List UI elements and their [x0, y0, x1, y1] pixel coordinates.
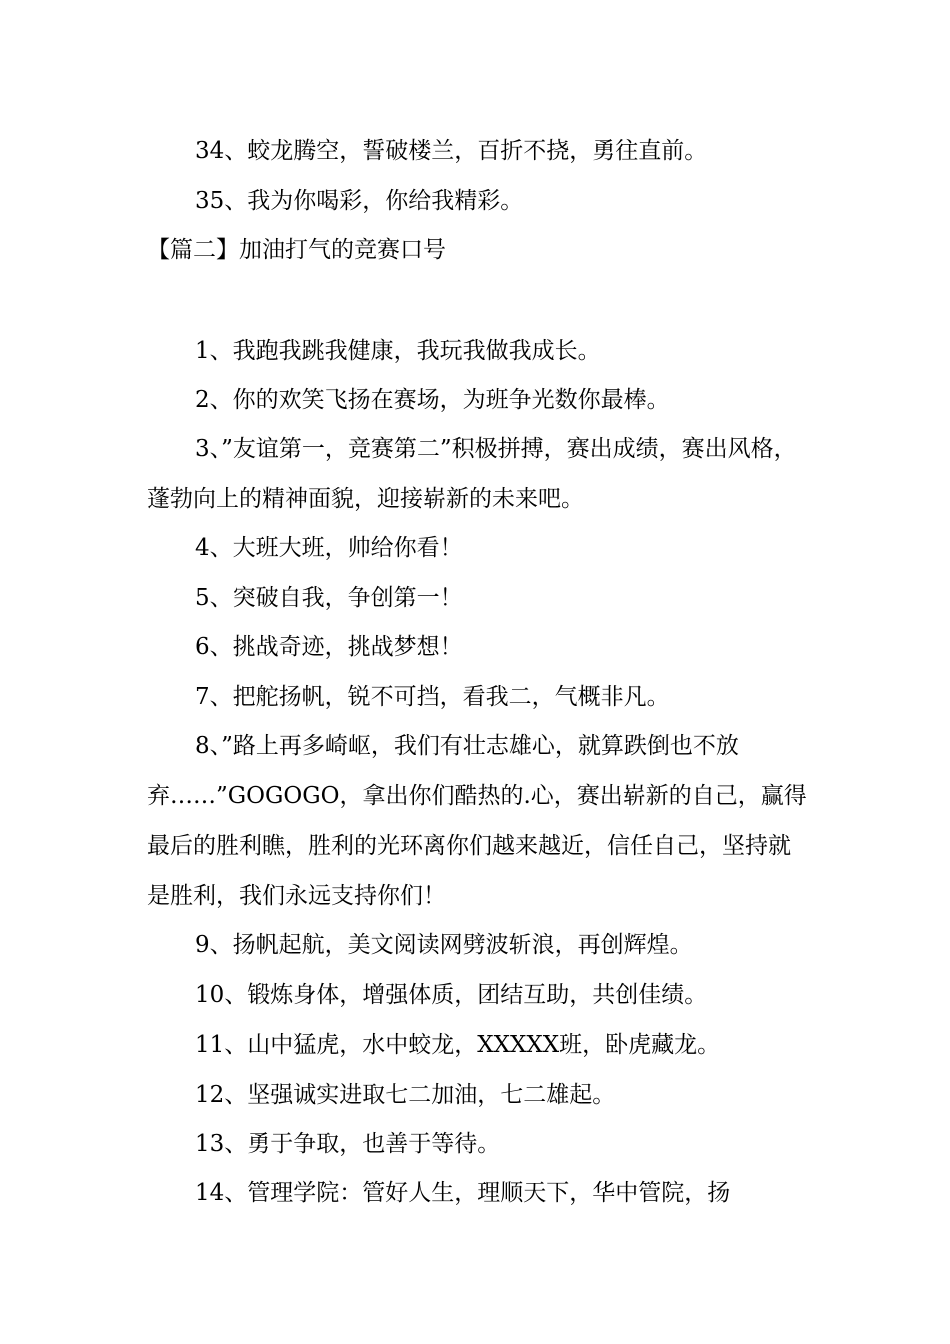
- list-item: 12、坚强诚实进取七二加油，七二雄起。: [195, 1082, 616, 1108]
- list-item: 34、蛟龙腾空，誓破楼兰，百折不挠，勇往直前。: [195, 138, 708, 164]
- list-item: 6、挑战奇迹，挑战梦想！: [195, 634, 463, 660]
- list-item: 8、”路上再多崎岖，我们有壮志雄心，就算跌倒也不放弃……”GOGOGO，拿出你们酷热的.心，赛出崭新的自己，赢得最后的胜利瞧，胜利的光环离你们越来越近，信任自己，坚持就是胜利，我们永远支持你们！: [147, 733, 807, 909]
- list-item: 13、勇于争取，也善于等待。: [195, 1131, 501, 1157]
- list-item: 11、山中猛虎，水中蛟龙，XXXXX班，卧虎藏龙。: [195, 1032, 721, 1058]
- list-item: 3、”友谊第一，竞赛第二”积极拼搏，赛出成绩，赛出风格，蓬勃向上的精神面貌，迎接崭新的未来吧。: [147, 436, 797, 512]
- list-item: 5、突破自我，争创第一！: [195, 585, 463, 611]
- list-item: 10、锻炼身体，增强体质，团结互助，共创佳绩。: [195, 982, 708, 1008]
- list-item: 9、扬帆起航，美文阅读网劈波斩浪，再创辉煌。: [195, 932, 693, 958]
- list-item: 1、我跑我跳我健康，我玩我做我成长。: [195, 338, 601, 364]
- list-item: 35、我为你喝彩，你给我精彩。: [195, 188, 524, 214]
- list-item: 14、管理学院：管好人生，理顺天下，华中管院，扬: [195, 1180, 731, 1206]
- list-item: 2、你的欢笑飞扬在赛场，为班争光数你最棒。: [195, 387, 670, 413]
- section-heading: 【篇二】加油打气的竞赛口号: [147, 237, 446, 263]
- list-item: 4、大班大班，帅给你看！: [195, 535, 463, 561]
- list-item: 7、把舵扬帆，锐不可挡，看我二，气概非凡。: [195, 684, 670, 710]
